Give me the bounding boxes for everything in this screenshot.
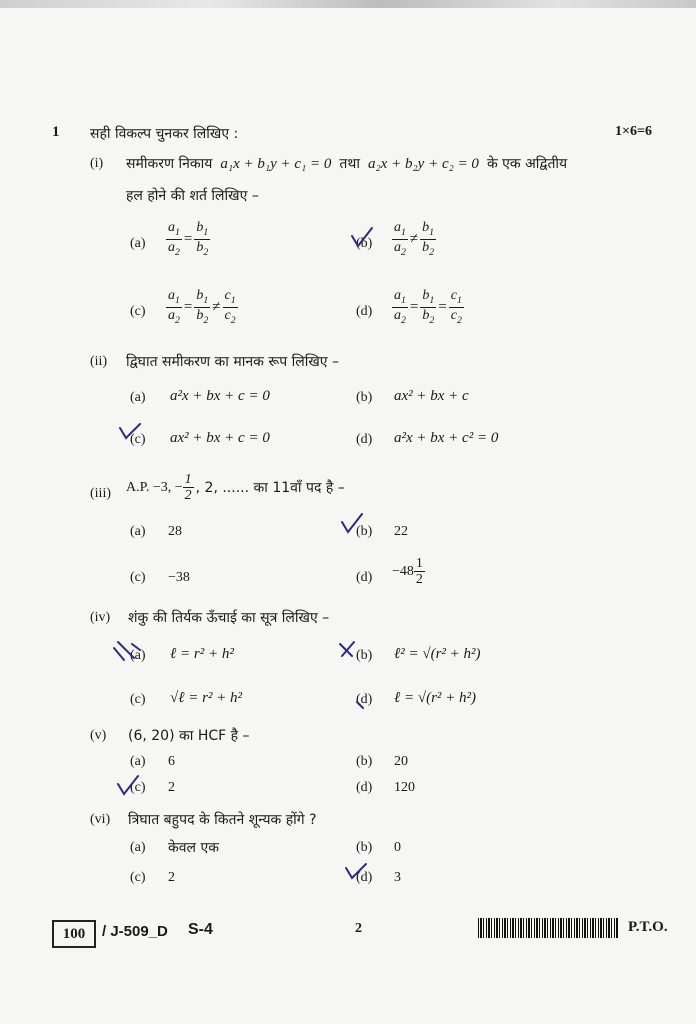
subq-6-text: त्रिघात बहुपद के कितने शून्यक होंगे ? xyxy=(128,812,317,828)
subq-3-opt-b: 22 xyxy=(394,524,408,539)
subq-2-opt-c: ax² + bx + c = 0 xyxy=(170,430,270,446)
subq-1-text-line1 xyxy=(126,154,567,173)
subq-4-opt-c-label: (c) xyxy=(130,692,146,707)
subq-1-opt-c-label: (c) xyxy=(130,304,146,319)
subq-2-opt-d: a²x + bx + c² = 0 xyxy=(394,430,499,446)
subq-3-opt-c-label: (c) xyxy=(130,570,146,585)
question-number: 1 xyxy=(52,124,60,140)
handwritten-cross-mark xyxy=(338,640,360,662)
subq-2-opt-a-label: (a) xyxy=(130,390,146,405)
handwritten-tick-mark xyxy=(344,860,368,884)
subq-3-opt-d-label: (d) xyxy=(356,570,373,585)
handwritten-tick-mark xyxy=(340,512,364,536)
subq-5-opt-b-label: (b) xyxy=(356,754,373,769)
subq-6-opt-d: 3 xyxy=(394,870,401,885)
subq-5-opt-a-label: (a) xyxy=(130,754,146,769)
subq-5-text: (6, 20) का HCF है – xyxy=(128,728,250,744)
subq-5-opt-c: 2 xyxy=(168,780,175,795)
subq-2-text: द्विघात समीकरण का मानक रूप लिखिए – xyxy=(126,354,339,370)
subq-4-opt-a: ℓ = r² + h² xyxy=(170,646,234,662)
subq-1-opt-a: $\frac{a_1}{a_2}$ = $\frac{b_1}{b_2}$ xyxy=(168,220,209,258)
instruction-text: सही विकल्प चुनकर लिखिए : xyxy=(90,126,239,142)
exam-page xyxy=(0,8,696,1024)
subq-6-opt-a-label: (a) xyxy=(130,840,146,855)
subq-1-opt-a-label: (a) xyxy=(130,236,146,251)
handwritten-tick-mark xyxy=(116,774,140,798)
subq-5-opt-a: 6 xyxy=(168,754,175,769)
paper-code: / J-509_D xyxy=(102,923,168,940)
handwritten-tick-mark xyxy=(118,420,142,444)
subq-2-opt-c-label: (c) xyxy=(130,432,146,447)
handwritten-tick-mark xyxy=(350,226,374,250)
subq-5-opt-d-label: (d) xyxy=(356,780,373,795)
pto-label: P.T.O. xyxy=(628,919,668,935)
subq-1-opt-b: $\frac{a_1}{a_2}$ ≠ $\frac{b_1}{b_2}$ xyxy=(394,220,435,258)
subq-2-opt-b-label: (b) xyxy=(356,390,373,405)
subq-4-opt-c: √ℓ = r² + h² xyxy=(170,690,243,706)
page-number: 2 xyxy=(355,921,362,936)
subq-1-text2: के एक अद्वितीय xyxy=(486,156,568,172)
subq-3-opt-d: −48 $\frac{1}{2}$ xyxy=(392,556,423,588)
subq-3-opt-a-label: (a) xyxy=(130,524,146,539)
subq-3-num: (iii) xyxy=(90,486,111,501)
subq-1-text3: हल होने की शर्त लिखिए – xyxy=(126,188,259,204)
handwritten-stroke xyxy=(354,696,370,712)
subq-6-num: (vi) xyxy=(90,812,111,827)
subq-5-opt-c-label: (c) xyxy=(130,780,146,795)
subq-6-opt-c: 2 xyxy=(168,870,175,885)
subq-2-opt-b: ax² + bx + c xyxy=(394,388,469,404)
subq-3-ap: A.P. −3, − xyxy=(126,479,183,495)
subq-4-opt-b-label: (b) xyxy=(356,648,373,663)
subq-6-opt-b: 0 xyxy=(394,840,401,855)
subq-3-opt-a: 28 xyxy=(168,524,182,539)
subq-2-opt-d-label: (d) xyxy=(356,432,373,447)
subq-4-opt-a-label: (a) xyxy=(130,648,146,663)
subq-3-ap-rest: , 2, ...... का 11वाँ पद है – xyxy=(195,480,345,497)
subq-1-eq1: a₁x + b₁y + c₁ = 0 xyxy=(220,156,332,172)
subq-3-text xyxy=(126,472,345,504)
subq-4-num: (iv) xyxy=(90,610,111,625)
subq-1-opt-d: $\frac{a_1}{a_2}$ = $\frac{b_1}{b_2}$ = $\frac{c_1}{c_2}$ xyxy=(394,288,462,326)
subq-3-ap-frac: $\frac{1}{2}$ xyxy=(184,472,192,504)
subq-5-opt-b: 20 xyxy=(394,754,408,769)
subq-1-num: (i) xyxy=(90,156,104,171)
subq-5-num: (v) xyxy=(90,728,107,743)
scan-edge xyxy=(0,0,696,8)
marks-label: 1×6=6 xyxy=(615,124,652,139)
subq-2-opt-a: a²x + bx + c = 0 xyxy=(170,388,270,404)
subq-4-opt-d-label: (d) xyxy=(356,692,373,707)
subq-1-tatha: तथा xyxy=(339,156,360,172)
subq-3-opt-c: −38 xyxy=(168,570,190,585)
subq-2-num: (ii) xyxy=(90,354,108,369)
subq-4-opt-d: ℓ = √(r² + h²) xyxy=(394,690,477,706)
subq-5-opt-d: 120 xyxy=(394,780,415,795)
subq-1-text1: समीकरण निकाय xyxy=(126,156,213,172)
footer-box-number: 100 xyxy=(52,920,96,948)
handwritten-cross-mark xyxy=(112,640,142,664)
subq-1-opt-d-label: (d) xyxy=(356,304,373,319)
subq-6-opt-a: केवल एक xyxy=(168,840,219,856)
subq-1-eq2: a₂x + b₂y + c₂ = 0 xyxy=(367,156,479,172)
subq-6-opt-c-label: (c) xyxy=(130,870,146,885)
subq-4-text: शंकु की तिर्यक ऊँचाई का सूत्र लिखिए – xyxy=(128,610,330,626)
subq-3-opt-b-label: (b) xyxy=(356,524,373,539)
paper-set: S-4 xyxy=(188,921,213,938)
subq-1-opt-b-label: (b) xyxy=(356,236,373,251)
subq-1-opt-c: $\frac{a_1}{a_2}$ = $\frac{b_1}{b_2}$ ≠ $\frac{c_1}{c_2}$ xyxy=(168,288,236,326)
barcode xyxy=(478,918,618,938)
subq-6-opt-b-label: (b) xyxy=(356,840,373,855)
subq-4-opt-b: ℓ² = √(r² + h²) xyxy=(394,646,481,662)
subq-6-opt-d-label: (d) xyxy=(356,870,373,885)
